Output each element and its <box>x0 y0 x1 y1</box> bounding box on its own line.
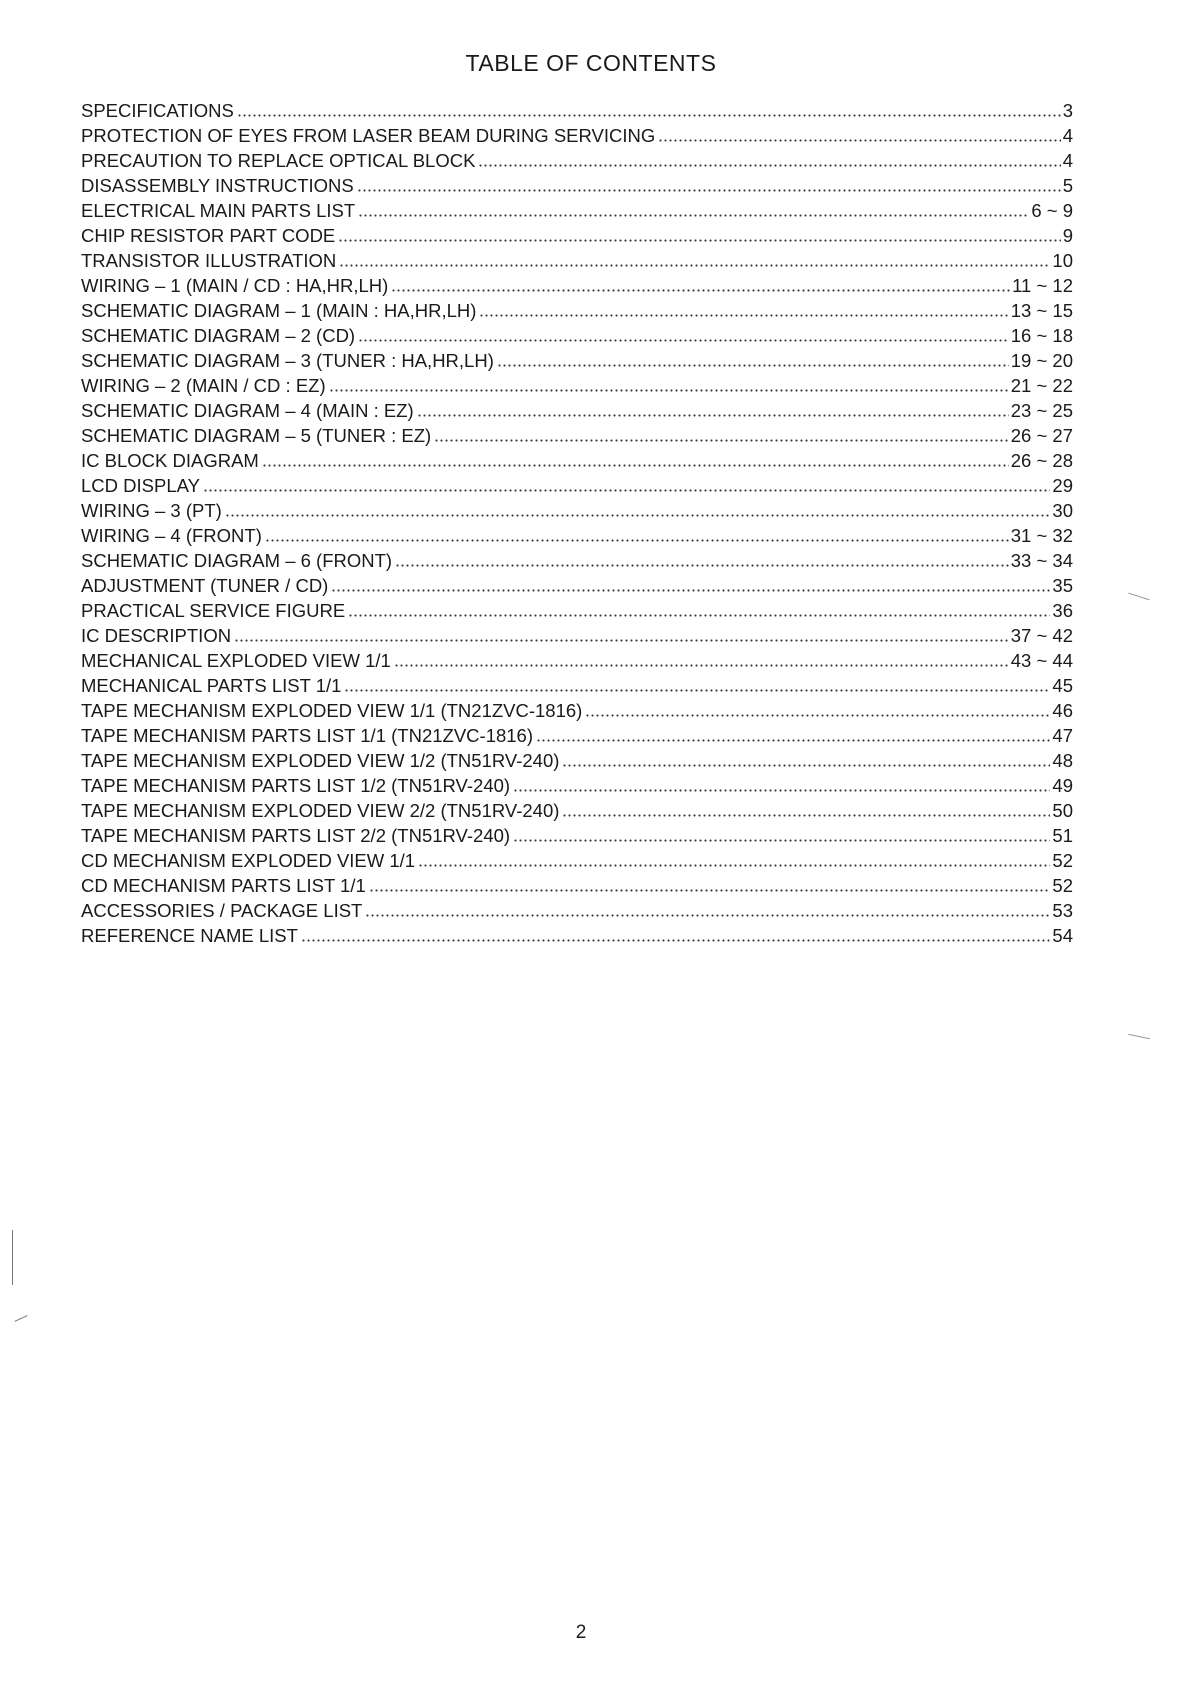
toc-dot-leader <box>479 298 1008 323</box>
toc-dot-leader <box>562 748 1050 773</box>
toc-entry-page: 47 <box>1052 725 1073 746</box>
toc-entry-label: MECHANICAL EXPLODED VIEW 1/1 <box>81 650 391 671</box>
toc-entry-page: 54 <box>1052 925 1073 946</box>
toc-entry-label: LCD DISPLAY <box>81 475 200 496</box>
toc-entry <box>81 798 1073 823</box>
toc-entry-page: 26 ~ 28 <box>1010 450 1073 471</box>
toc-entry-page: 30 <box>1052 500 1073 521</box>
toc-entry-page: 13 ~ 15 <box>1010 300 1073 321</box>
toc-dot-leader <box>497 348 1009 373</box>
toc-entry-page: 4 <box>1062 150 1073 171</box>
toc-entry-label: PRECAUTION TO REPLACE OPTICAL BLOCK <box>81 150 476 171</box>
toc-entry <box>81 373 1073 398</box>
toc-dot-leader <box>658 123 1060 148</box>
toc-entry-label: PROTECTION OF EYES FROM LASER BEAM DURING SERVICING <box>81 125 656 146</box>
toc-entry-label: SCHEMATIC DIAGRAM – 6 (FRONT) <box>81 550 393 571</box>
toc-entry-page: 48 <box>1052 750 1073 771</box>
toc-entry <box>81 498 1073 523</box>
toc-entry <box>81 598 1073 623</box>
toc-entry-label: TAPE MECHANISM PARTS LIST 1/1 (TN21ZVC-1816) <box>81 725 534 746</box>
toc-entry-page: 51 <box>1052 825 1073 846</box>
toc-entry <box>81 923 1073 948</box>
toc-entry-label: TAPE MECHANISM EXPLODED VIEW 1/2 (TN51RV-240) <box>81 750 560 771</box>
toc-entry <box>81 773 1073 798</box>
toc-entry-label: TAPE MECHANISM EXPLODED VIEW 2/2 (TN51RV-240) <box>81 800 560 821</box>
toc-entry <box>81 273 1073 298</box>
toc-dot-leader <box>395 548 1009 573</box>
toc-dot-leader <box>265 523 1009 548</box>
toc-entry-label: MECHANICAL PARTS LIST 1/1 <box>81 675 342 696</box>
toc-entry-page: 37 ~ 42 <box>1010 625 1073 646</box>
toc-entry <box>81 548 1073 573</box>
toc-entry <box>81 573 1073 598</box>
toc-entry-page: 35 <box>1052 575 1073 596</box>
toc-entry <box>81 648 1073 673</box>
toc-dot-leader <box>434 423 1009 448</box>
toc-entry-label: CD MECHANISM PARTS LIST 1/1 <box>81 875 366 896</box>
toc-dot-leader <box>344 673 1050 698</box>
toc-entry <box>81 223 1073 248</box>
toc-entry <box>81 898 1073 923</box>
toc-entry-page: 53 <box>1052 900 1073 921</box>
toc-entry <box>81 123 1073 148</box>
toc-entry <box>81 873 1073 898</box>
toc-entry-page: 21 ~ 22 <box>1010 375 1073 396</box>
toc-entry <box>81 698 1073 723</box>
toc-entry-page: 29 <box>1052 475 1073 496</box>
toc-entry <box>81 823 1073 848</box>
toc-entry-page: 5 <box>1062 175 1073 196</box>
toc-entry-label: TAPE MECHANISM PARTS LIST 1/2 (TN51RV-240) <box>81 775 511 796</box>
toc-entry-page: 6 ~ 9 <box>1031 200 1073 221</box>
toc-entry <box>81 198 1073 223</box>
toc-dot-leader <box>417 398 1009 423</box>
toc-dot-leader <box>262 448 1009 473</box>
toc-entry-label: SCHEMATIC DIAGRAM – 3 (TUNER : HA,HR,LH) <box>81 350 494 371</box>
toc-dot-leader <box>348 598 1050 623</box>
toc-entry-label: SCHEMATIC DIAGRAM – 1 (MAIN : HA,HR,LH) <box>81 300 477 321</box>
scan-artifact <box>1128 593 1149 601</box>
toc-entry <box>81 848 1073 873</box>
toc-dot-leader <box>339 248 1050 273</box>
page-title: TABLE OF CONTENTS <box>465 50 717 76</box>
toc-dot-leader <box>513 823 1050 848</box>
toc-entry-page: 49 <box>1052 775 1073 796</box>
toc-entry <box>81 398 1073 423</box>
toc-dot-leader <box>418 848 1050 873</box>
toc-entry-page: 9 <box>1062 225 1073 246</box>
toc-entry <box>81 748 1073 773</box>
toc-entry-label: SCHEMATIC DIAGRAM – 5 (TUNER : EZ) <box>81 425 432 446</box>
toc-dot-leader <box>369 873 1051 898</box>
scan-artifact <box>14 1315 27 1322</box>
toc-dot-leader <box>536 723 1050 748</box>
toc-entry-page: 50 <box>1052 800 1073 821</box>
toc-entry <box>81 623 1073 648</box>
toc-entry <box>81 473 1073 498</box>
toc-entry <box>81 348 1073 373</box>
toc-dot-leader <box>203 473 1050 498</box>
toc-entry-label: SPECIFICATIONS <box>81 100 234 121</box>
toc-dot-leader <box>391 273 1010 298</box>
toc-entry-page: 10 <box>1052 250 1073 271</box>
toc-entry-label: TRANSISTOR ILLUSTRATION <box>81 250 337 271</box>
toc-entry-page: 3 <box>1062 100 1073 121</box>
toc-dot-leader <box>301 923 1051 948</box>
toc-dot-leader <box>513 773 1050 798</box>
toc-entry-label: ADJUSTMENT (TUNER / CD) <box>81 575 329 596</box>
toc-dot-leader <box>358 198 1029 223</box>
toc-entry <box>81 723 1073 748</box>
toc-entry-label: TAPE MECHANISM PARTS LIST 2/2 (TN51RV-240) <box>81 825 511 846</box>
toc-entry-page: 11 ~ 12 <box>1012 275 1073 296</box>
toc-entry-label: CHIP RESISTOR PART CODE <box>81 225 336 246</box>
toc-entry-label: SCHEMATIC DIAGRAM – 2 (CD) <box>81 325 356 346</box>
toc-dot-leader <box>358 323 1009 348</box>
toc-entry-page: 45 <box>1052 675 1073 696</box>
toc-entry-page: 16 ~ 18 <box>1010 325 1073 346</box>
toc-dot-leader <box>585 698 1050 723</box>
toc-dot-leader <box>357 173 1061 198</box>
toc-dot-leader <box>237 98 1061 123</box>
toc-entry-page: 52 <box>1052 850 1073 871</box>
toc-entry-label: IC DESCRIPTION <box>81 625 232 646</box>
toc-entry-label: WIRING – 4 (FRONT) <box>81 525 262 546</box>
scan-artifact <box>1128 1034 1150 1040</box>
toc-entry <box>81 673 1073 698</box>
toc-entry-page: 23 ~ 25 <box>1010 400 1073 421</box>
toc-entry-page: 4 <box>1062 125 1073 146</box>
toc-entry-page: 46 <box>1052 700 1073 721</box>
toc-entry <box>81 148 1073 173</box>
toc-entry-label: ACCESSORIES / PACKAGE LIST <box>81 900 363 921</box>
toc-entry-label: REFERENCE NAME LIST <box>81 925 298 946</box>
toc-dot-leader <box>562 798 1050 823</box>
toc-entry <box>81 523 1073 548</box>
toc-entry-label: DISASSEMBLY INSTRUCTIONS <box>81 175 354 196</box>
toc-entry-page: 31 ~ 32 <box>1010 525 1073 546</box>
toc-dot-leader <box>331 573 1050 598</box>
toc-entry <box>81 173 1073 198</box>
page-number: 2 <box>575 1622 587 1643</box>
toc-entry-label: CD MECHANISM EXPLODED VIEW 1/1 <box>81 850 416 871</box>
toc-entry-page: 33 ~ 34 <box>1010 550 1073 571</box>
toc-entry <box>81 298 1073 323</box>
toc-entry-page: 52 <box>1052 875 1073 896</box>
toc-entry-label: PRACTICAL SERVICE FIGURE <box>81 600 346 621</box>
toc-entry <box>81 423 1073 448</box>
scan-artifact <box>12 1230 13 1285</box>
toc-entry-page: 19 ~ 20 <box>1010 350 1073 371</box>
table-of-contents <box>81 98 1073 948</box>
toc-entry-label: TAPE MECHANISM EXPLODED VIEW 1/1 (TN21ZVC-1816) <box>81 700 583 721</box>
toc-dot-leader <box>365 898 1050 923</box>
toc-entry <box>81 448 1073 473</box>
toc-entry-page: 36 <box>1052 600 1073 621</box>
toc-entry-label: WIRING – 3 (PT) <box>81 500 222 521</box>
toc-dot-leader <box>478 148 1060 173</box>
toc-dot-leader <box>234 623 1009 648</box>
toc-entry <box>81 248 1073 273</box>
toc-entry-label: IC BLOCK DIAGRAM <box>81 450 259 471</box>
toc-entry-label: WIRING – 1 (MAIN / CD : HA,HR,LH) <box>81 275 389 296</box>
toc-entry <box>81 323 1073 348</box>
toc-dot-leader <box>338 223 1060 248</box>
toc-entry-page: 26 ~ 27 <box>1010 425 1073 446</box>
toc-entry-label: ELECTRICAL MAIN PARTS LIST <box>81 200 356 221</box>
toc-dot-leader <box>329 373 1009 398</box>
toc-entry-label: WIRING – 2 (MAIN / CD : EZ) <box>81 375 326 396</box>
toc-dot-leader <box>225 498 1051 523</box>
toc-dot-leader <box>394 648 1009 673</box>
toc-entry <box>81 98 1073 123</box>
toc-entry-label: SCHEMATIC DIAGRAM – 4 (MAIN : EZ) <box>81 400 414 421</box>
toc-entry-page: 43 ~ 44 <box>1010 650 1073 671</box>
